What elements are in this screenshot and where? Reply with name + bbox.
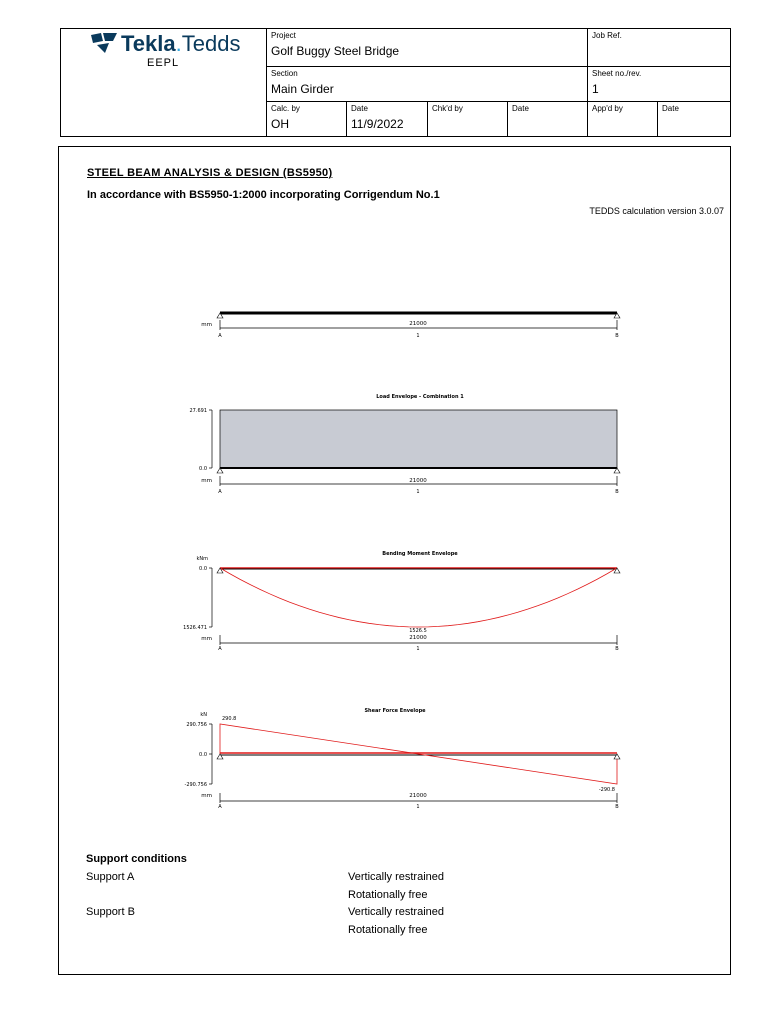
moment-curve — [220, 568, 617, 627]
load-span-length: 21000 — [409, 478, 427, 484]
project-cell: Project Golf Buggy Steel Bridge — [266, 28, 587, 66]
svg-text:A: A — [218, 646, 222, 652]
calcby-value: OH — [271, 117, 289, 131]
moment-zero-label: 0.0 — [199, 566, 207, 572]
load-max-label: 27.691 — [189, 408, 207, 414]
svg-text:B: B — [615, 489, 619, 495]
date-value: 11/9/2022 — [351, 117, 404, 131]
shear-right-value: -290.8 — [598, 787, 615, 793]
shear-force-diagram — [185, 708, 620, 810]
support-b-name: Support B — [86, 906, 135, 918]
svg-text:21000: 21000 — [409, 635, 427, 641]
support-a-name: Support A — [86, 871, 135, 883]
doc-title: STEEL BEAM ANALYSIS & DESIGN (BS5950) — [87, 167, 333, 179]
moment-unit-label: kNm — [196, 556, 208, 562]
svg-text:21000: 21000 — [409, 793, 427, 799]
support-a-cond-2: Rotationally free — [348, 889, 428, 901]
sheet-value: 1 — [592, 82, 599, 96]
moment-peak-label: 1526.5 — [409, 628, 427, 634]
svg-text:1: 1 — [416, 489, 420, 495]
date-cell: Date 11/9/2022 — [346, 101, 427, 137]
doc-subtitle: In accordance with BS5950-1:2000 incorporating Corrigendum No.1 — [87, 189, 440, 201]
svg-text:A: A — [218, 489, 222, 495]
span-number-label: 1 — [416, 333, 420, 339]
calcby-cell: Calc. by OH — [266, 101, 346, 137]
load-chart-title: Load Envelope - Combination 1 — [376, 394, 464, 400]
sheet-cell: Sheet no./rev. 1 — [587, 66, 731, 101]
project-value: Golf Buggy Steel Bridge — [271, 44, 400, 58]
moment-chart-title: Bending Moment Envelope — [382, 551, 458, 557]
load-span-unit: mm — [201, 478, 212, 484]
support-b-label: B — [615, 333, 619, 339]
svg-text:mm: mm — [201, 636, 212, 642]
shear-max-label: 290.756 — [186, 722, 207, 728]
shear-zero-label: 0.0 — [199, 752, 207, 758]
moment-min-label: 1526.471 — [183, 625, 207, 631]
calc-version: TEDDS calculation version 3.0.07 — [589, 206, 724, 216]
svg-text:B: B — [615, 646, 619, 652]
chkd-cell: Chk'd by — [427, 101, 507, 137]
bending-moment-diagram — [183, 551, 620, 652]
brand-name: Tekla.Tedds — [121, 31, 241, 56]
support-b-cond-1: Vertically restrained — [348, 906, 444, 918]
shear-left-value: 290.8 — [222, 716, 237, 722]
jobref-cell: Job Ref. — [587, 28, 731, 66]
shear-min-label: -290.756 — [184, 782, 207, 788]
beam-geometry-diagram — [201, 313, 620, 339]
section-value: Main Girder — [271, 82, 334, 96]
svg-text:1: 1 — [416, 804, 420, 810]
company-name: EEPL — [147, 57, 180, 69]
support-a-label: A — [218, 333, 222, 339]
svg-text:A: A — [218, 804, 222, 810]
appd-cell: App'd by — [587, 101, 657, 137]
date3-cell: Date — [657, 101, 731, 137]
svg-text:B: B — [615, 804, 619, 810]
load-envelope-diagram — [190, 394, 621, 495]
span-length-label: 21000 — [409, 321, 427, 327]
load-udl-block — [220, 410, 617, 468]
shear-chart-title: Shear Force Envelope — [364, 708, 426, 714]
shear-line — [220, 724, 617, 784]
section-cell: Section Main Girder — [266, 66, 587, 101]
support-heading: Support conditions — [86, 853, 187, 865]
svg-text:1: 1 — [416, 646, 420, 652]
span-unit-label: mm — [201, 322, 212, 328]
load-zero-label: 0.0 — [199, 466, 207, 472]
svg-text:mm: mm — [201, 793, 212, 799]
date2-cell: Date — [507, 101, 587, 137]
support-b-cond-2: Rotationally free — [348, 924, 428, 936]
support-a-cond-1: Vertically restrained — [348, 871, 444, 883]
shear-unit-label: kN — [200, 712, 207, 718]
